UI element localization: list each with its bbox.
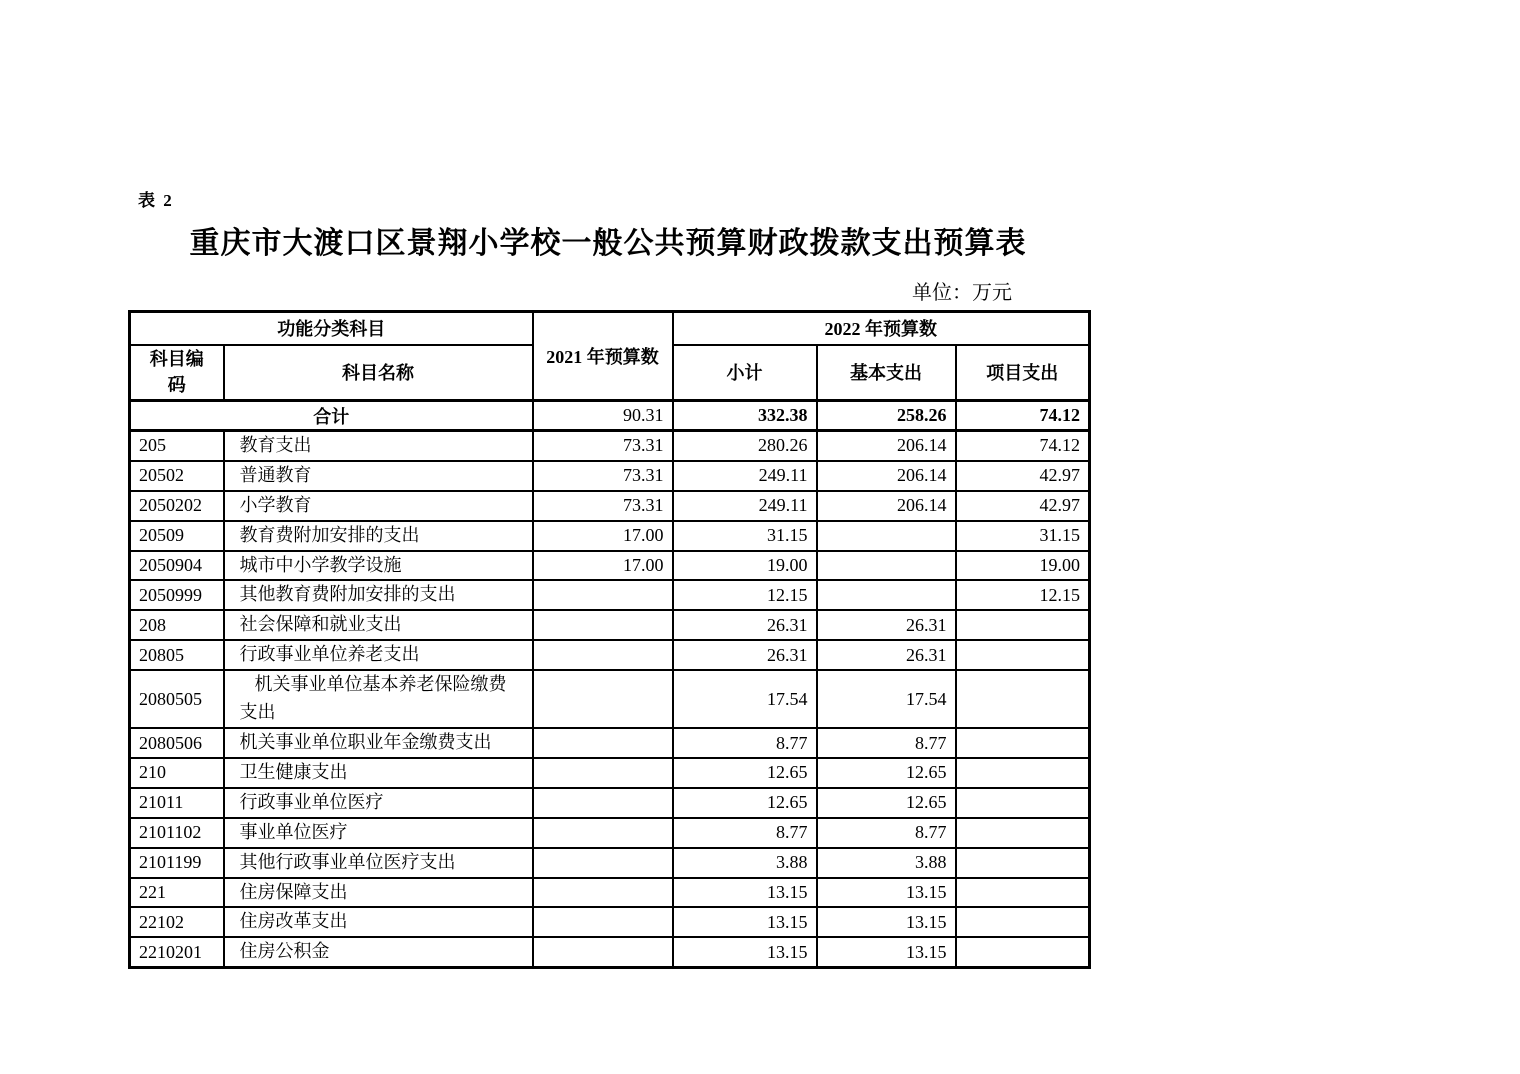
subject-code-cell: 20805	[130, 640, 224, 670]
subject-name-cell: 行政事业单位医疗	[224, 788, 533, 818]
subtotal-2022-cell: 3.88	[673, 848, 817, 878]
total-subtotal-cell: 332.38	[673, 401, 817, 431]
project-expense-cell: 12.15	[956, 580, 1090, 610]
basic-expense-cell: 206.14	[817, 461, 956, 491]
budget-table	[128, 310, 1091, 969]
subject-code-cell: 205	[130, 431, 224, 461]
basic-expense-cell: 12.65	[817, 788, 956, 818]
basic-expense-cell: 12.65	[817, 758, 956, 788]
subject-name-cell: 事业单位医疗	[224, 818, 533, 848]
subject-code-cell: 2080505	[130, 670, 224, 728]
table-row	[130, 431, 1090, 461]
budget-2021-cell	[533, 878, 673, 908]
header-basic-expense: 基本支出	[817, 345, 956, 401]
basic-expense-cell: 13.15	[817, 907, 956, 937]
subject-code-cell: 2050904	[130, 551, 224, 581]
subject-name-cell: 机关事业单位基本养老保险缴费支出	[224, 670, 533, 728]
table-row	[130, 461, 1090, 491]
basic-expense-cell: 3.88	[817, 848, 956, 878]
subtotal-2022-cell: 280.26	[673, 431, 817, 461]
project-expense-cell	[956, 670, 1090, 728]
budget-2021-cell	[533, 640, 673, 670]
subject-name-cell: 住房改革支出	[224, 907, 533, 937]
subject-code-cell: 2050999	[130, 580, 224, 610]
basic-expense-cell: 8.77	[817, 728, 956, 758]
page-title: 重庆市大渡口区景翔小学校一般公共预算财政拨款支出预算表	[189, 227, 1027, 260]
budget-2021-cell	[533, 580, 673, 610]
subject-code-cell: 2050202	[130, 491, 224, 521]
subject-code-cell: 20509	[130, 521, 224, 551]
header-subject-name: 科目名称	[224, 345, 533, 401]
subtotal-2022-cell: 17.54	[673, 670, 817, 728]
subtotal-2022-cell: 31.15	[673, 521, 817, 551]
subject-code-cell: 221	[130, 878, 224, 908]
table-row	[130, 788, 1090, 818]
subject-code-cell: 20502	[130, 461, 224, 491]
subject-code-cell: 22102	[130, 907, 224, 937]
header-function-classification: 功能分类科目	[130, 312, 533, 345]
project-expense-cell	[956, 640, 1090, 670]
subject-name-cell: 机关事业单位职业年金缴费支出	[224, 728, 533, 758]
budget-2021-cell	[533, 788, 673, 818]
basic-expense-cell: 26.31	[817, 640, 956, 670]
budget-2021-cell	[533, 728, 673, 758]
basic-expense-cell: 206.14	[817, 431, 956, 461]
table-row	[130, 491, 1090, 521]
basic-expense-cell: 8.77	[817, 818, 956, 848]
budget-2021-cell	[533, 818, 673, 848]
subtotal-2022-cell: 19.00	[673, 551, 817, 581]
table-row	[130, 758, 1090, 788]
project-expense-cell	[956, 907, 1090, 937]
table-row	[130, 640, 1090, 670]
basic-expense-cell: 206.14	[817, 491, 956, 521]
subject-name-cell: 住房公积金	[224, 937, 533, 967]
subject-code-cell: 2101199	[130, 848, 224, 878]
subject-name-cell: 社会保障和就业支出	[224, 610, 533, 640]
budget-2021-cell	[533, 610, 673, 640]
total-label-cell: 合计	[130, 401, 533, 431]
subtotal-2022-cell: 8.77	[673, 728, 817, 758]
budget-2021-cell: 73.31	[533, 461, 673, 491]
table-row	[130, 610, 1090, 640]
subject-code-cell: 2080506	[130, 728, 224, 758]
subtotal-2022-cell: 249.11	[673, 491, 817, 521]
project-expense-cell	[956, 848, 1090, 878]
basic-expense-cell: 13.15	[817, 878, 956, 908]
subject-name-cell: 教育费附加安排的支出	[224, 521, 533, 551]
project-expense-cell: 42.97	[956, 491, 1090, 521]
unit-note: 单位：万元	[912, 282, 1012, 304]
budget-2021-cell	[533, 758, 673, 788]
budget-document	[128, 186, 1088, 969]
header-2021-budget: 2021 年预算数	[533, 312, 673, 401]
header-project-expense: 项目支出	[956, 345, 1090, 401]
subtotal-2022-cell: 8.77	[673, 818, 817, 848]
project-expense-cell: 42.97	[956, 461, 1090, 491]
subtotal-2022-cell: 12.65	[673, 788, 817, 818]
budget-2021-cell	[533, 848, 673, 878]
header-subtotal: 小计	[673, 345, 817, 401]
subject-code-cell: 21011	[130, 788, 224, 818]
subject-name-cell: 其他教育费附加安排的支出	[224, 580, 533, 610]
subtotal-2022-cell: 13.15	[673, 937, 817, 967]
budget-2021-cell: 73.31	[533, 431, 673, 461]
total-project-cell: 74.12	[956, 401, 1090, 431]
budget-2021-cell	[533, 907, 673, 937]
basic-expense-cell: 26.31	[817, 610, 956, 640]
project-expense-cell	[956, 818, 1090, 848]
project-expense-cell	[956, 937, 1090, 967]
subject-name-cell: 教育支出	[224, 431, 533, 461]
subject-name-cell: 普通教育	[224, 461, 533, 491]
subtotal-2022-cell: 12.65	[673, 758, 817, 788]
budget-2021-cell	[533, 937, 673, 967]
subtotal-2022-cell: 13.15	[673, 878, 817, 908]
header-2022-budget-group: 2022 年预算数	[673, 312, 1090, 345]
table-row	[130, 580, 1090, 610]
budget-2021-cell: 17.00	[533, 551, 673, 581]
total-basic-cell: 258.26	[817, 401, 956, 431]
table-row	[130, 551, 1090, 581]
subtotal-2022-cell: 26.31	[673, 640, 817, 670]
project-expense-cell	[956, 878, 1090, 908]
header-subject-code-label: 科目编码	[149, 349, 204, 396]
header-subject-code	[130, 345, 224, 401]
subject-code-cell: 2101102	[130, 818, 224, 848]
total-row	[130, 401, 1090, 431]
subtotal-2022-cell: 249.11	[673, 461, 817, 491]
basic-expense-cell	[817, 521, 956, 551]
subject-name-cell: 住房保障支出	[224, 878, 533, 908]
table-row	[130, 848, 1090, 878]
table-row	[130, 670, 1090, 728]
subject-name-cell: 其他行政事业单位医疗支出	[224, 848, 533, 878]
project-expense-cell	[956, 610, 1090, 640]
table-row	[130, 728, 1090, 758]
table-number-label: 表 2	[138, 191, 174, 210]
subtotal-2022-cell: 13.15	[673, 907, 817, 937]
subject-code-cell: 208	[130, 610, 224, 640]
subject-name-cell: 城市中小学教学设施	[224, 551, 533, 581]
table-row	[130, 907, 1090, 937]
table-row	[130, 521, 1090, 551]
budget-2021-cell: 17.00	[533, 521, 673, 551]
table-row	[130, 818, 1090, 848]
total-2021-cell: 90.31	[533, 401, 673, 431]
budget-2021-cell	[533, 670, 673, 728]
subtotal-2022-cell: 26.31	[673, 610, 817, 640]
table-row	[130, 937, 1090, 967]
basic-expense-cell	[817, 551, 956, 581]
project-expense-cell: 31.15	[956, 521, 1090, 551]
basic-expense-cell	[817, 580, 956, 610]
table-row	[130, 878, 1090, 908]
project-expense-cell	[956, 788, 1090, 818]
project-expense-cell	[956, 758, 1090, 788]
project-expense-cell: 19.00	[956, 551, 1090, 581]
subtotal-2022-cell: 12.15	[673, 580, 817, 610]
basic-expense-cell: 13.15	[817, 937, 956, 967]
subject-name-cell: 行政事业单位养老支出	[224, 640, 533, 670]
subject-code-cell: 210	[130, 758, 224, 788]
header-row-groups	[130, 312, 1090, 345]
project-expense-cell	[956, 728, 1090, 758]
budget-2021-cell: 73.31	[533, 491, 673, 521]
project-expense-cell: 74.12	[956, 431, 1090, 461]
subject-code-cell: 2210201	[130, 937, 224, 967]
subject-name-cell: 小学教育	[224, 491, 533, 521]
basic-expense-cell: 17.54	[817, 670, 956, 728]
subject-name-cell: 卫生健康支出	[224, 758, 533, 788]
